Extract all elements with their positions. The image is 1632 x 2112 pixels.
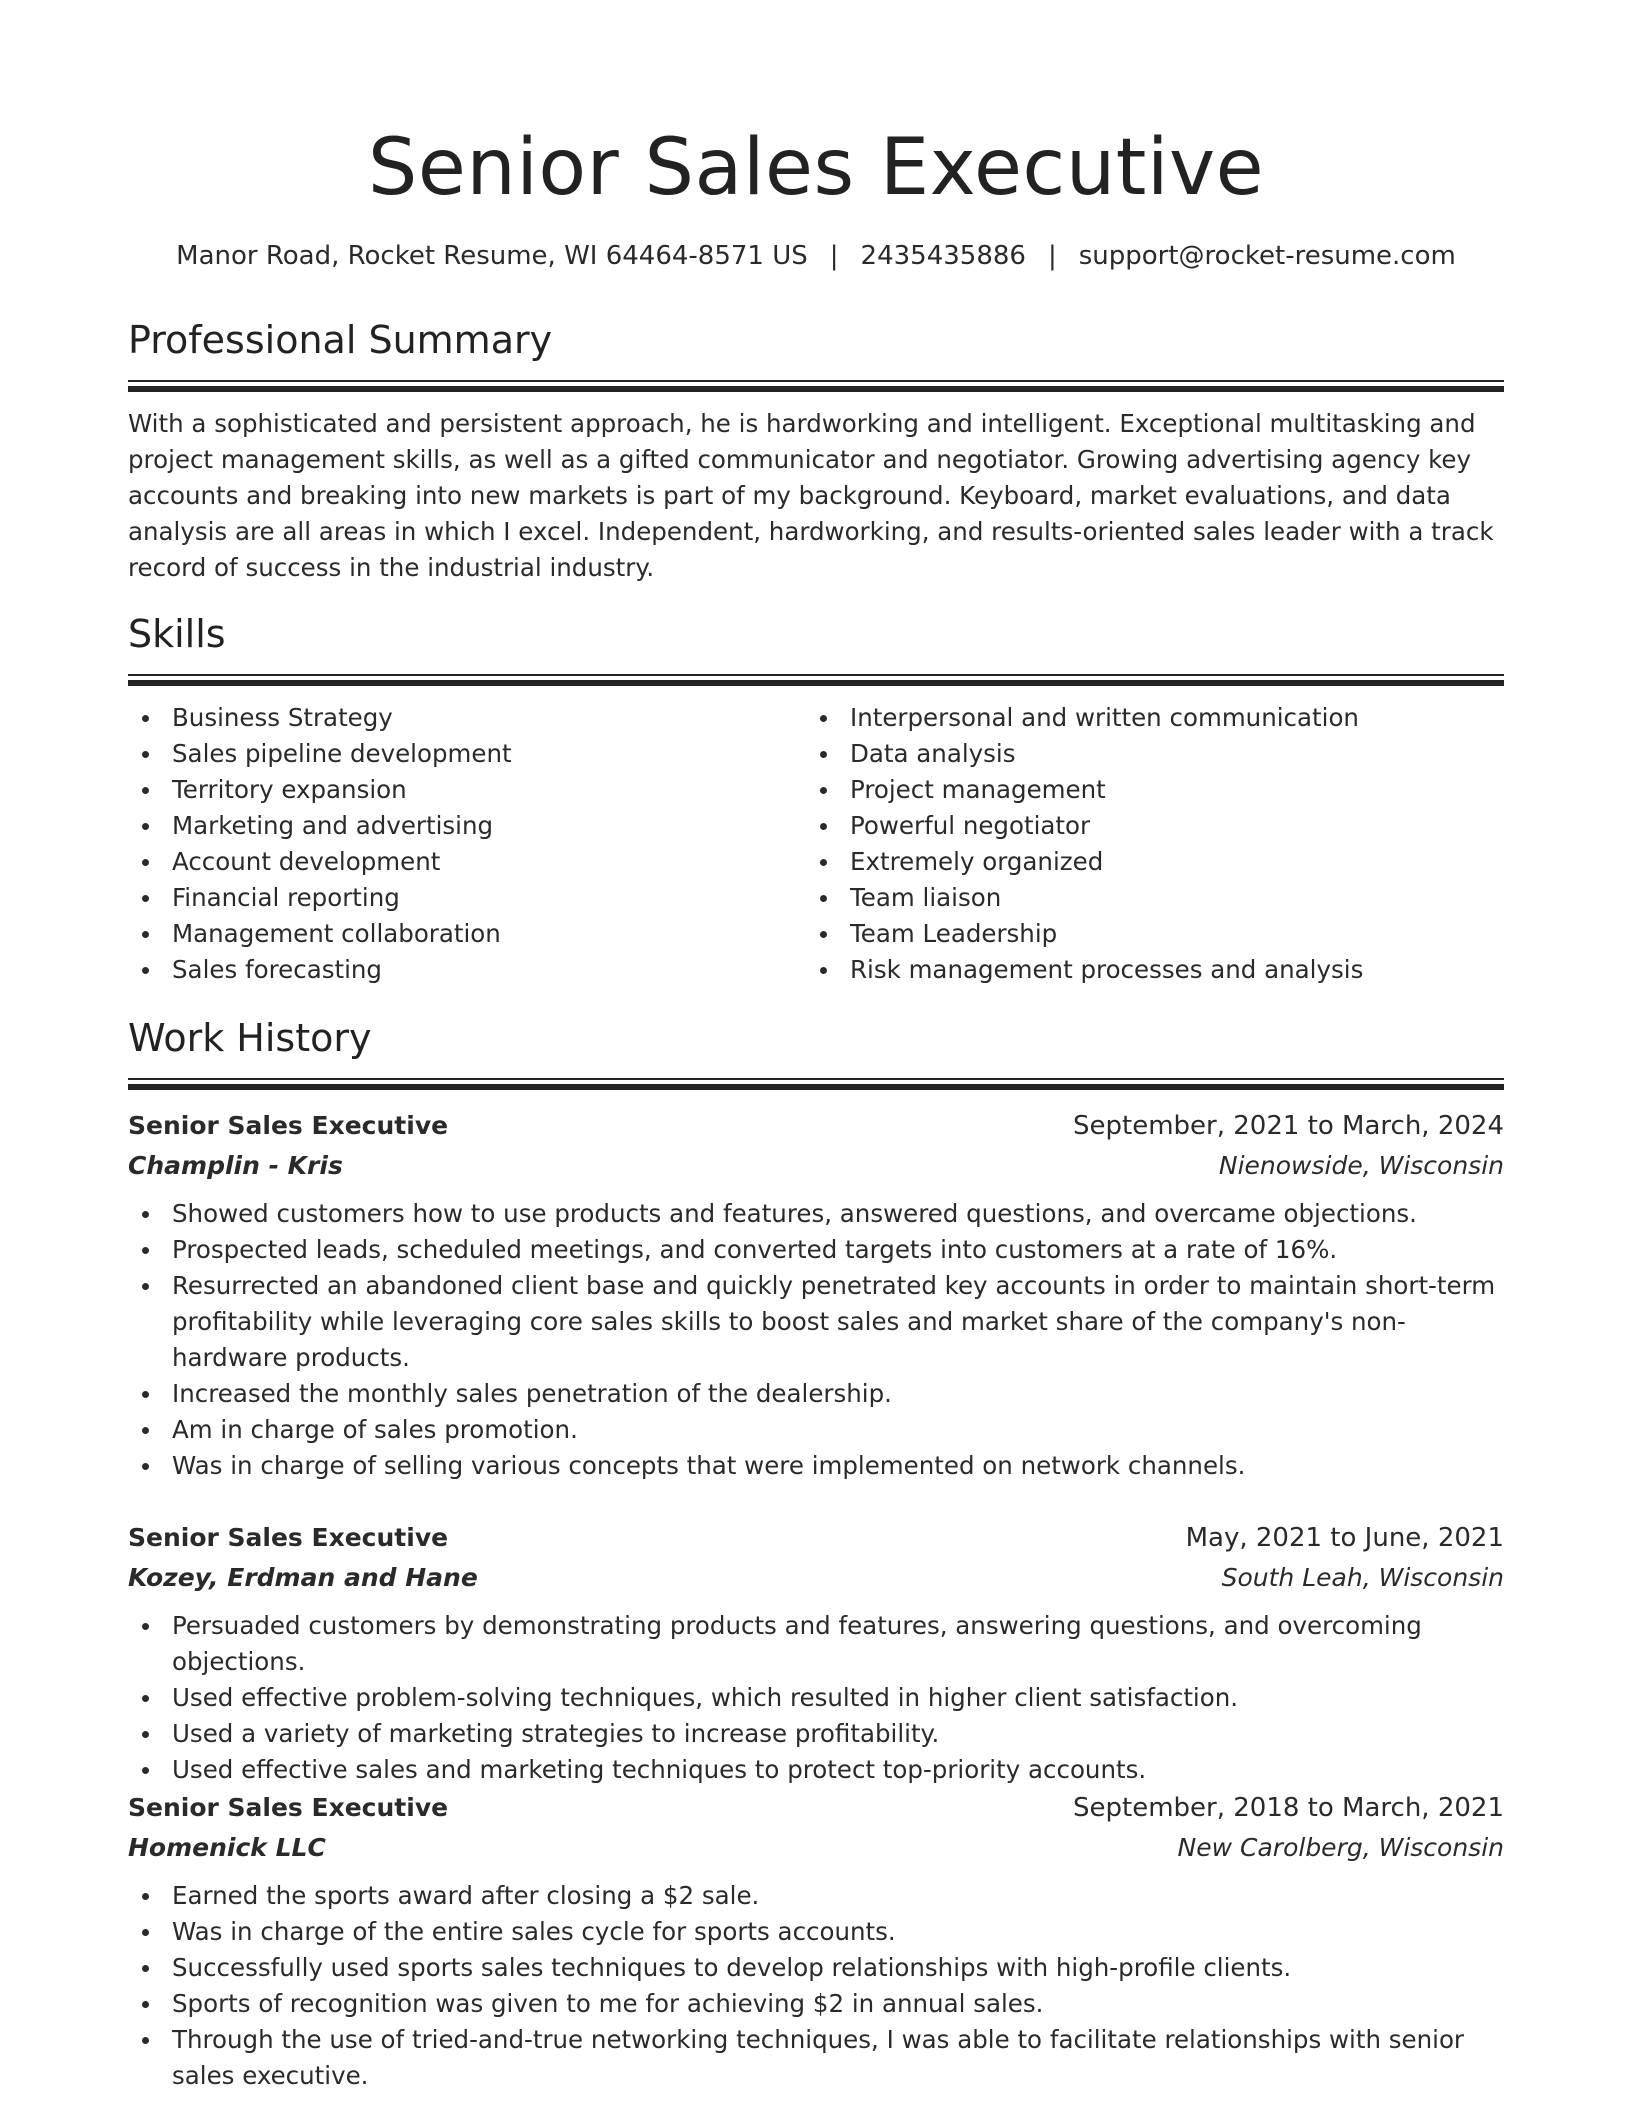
skill-item: Business Strategy [128,700,806,736]
section-divider [128,674,1504,686]
contact-separator: | [829,241,839,271]
job-bullet: Persuaded customers by demonstrating products and features, answering questions, and overcoming objections. [128,1608,1504,1680]
job-bullet: Was in charge of the entire sales cycle for sports accounts. [128,1914,1504,1950]
job-dates: May, 2021 to June, 2021 [1185,1523,1504,1553]
skills-section [128,608,1504,988]
job-bullet: Used effective sales and marketing techniques to protect top-priority accounts. [128,1752,1504,1788]
job-bullet: Used a variety of marketing strategies to increase profitability. [128,1716,1504,1752]
job-header-row [128,1788,1504,1828]
job-title: Senior Sales Executive [128,1793,449,1822]
skill-item: Sales forecasting [128,952,806,988]
job-entry [128,1106,1504,1484]
job-bullet: Am in charge of sales promotion. [128,1412,1504,1448]
skill-item: Financial reporting [128,880,806,916]
contact-email[interactable]: support@rocket-resume.com [1078,241,1456,271]
work-history-heading: Work History [128,1016,372,1060]
skill-item: Powerful negotiator [806,808,1484,844]
skills-grid [128,700,1504,988]
skill-item: Team liaison [806,880,1484,916]
summary-text: With a sophisticated and persistent approach, he is hardworking and intelligent. Exceptional multitasking and project management skills, as well as a gifted communicator and negotiator. Growing advertising agency key accounts and breaking into new markets is part of my background. Keyboard, market evaluations, and data analysis are all areas in which I excel. Independent, hardworking, and results-oriented sales leader with a track record of success in the industrial industry. [128,409,1494,582]
job-company: Homenick LLC [128,1833,326,1862]
skill-item: Interpersonal and written communication [806,700,1484,736]
summary-section [128,314,1504,586]
job-title: Senior Sales Executive [128,1523,449,1552]
job-location: Nienowside, Wisconsin [1218,1151,1504,1180]
work-history-section [128,1012,1504,1090]
skill-item: Team Leadership [806,916,1484,952]
job-bullet: Increased the monthly sales penetration of the dealership. [128,1376,1504,1412]
job-company-row [128,1558,1504,1598]
section-divider [128,380,1504,392]
job-header-row [128,1518,1504,1558]
job-dates: September, 2021 to March, 2024 [1073,1111,1504,1141]
job-bullet: Sports of recognition was given to me for achieving $2 in annual sales. [128,1986,1504,2022]
skills-column-left [128,700,806,988]
skill-item: Extremely organized [806,844,1484,880]
job-bullet: Was in charge of selling various concepts that were implemented on network channels. [128,1448,1504,1484]
job-dates: September, 2018 to March, 2021 [1073,1793,1504,1823]
job-bullets [128,1608,1504,1788]
section-divider [128,1078,1504,1090]
contact-phone: 2435435886 [860,241,1026,271]
job-bullet: Through the use of tried-and-true networking techniques, I was able to facilitate relationships with senior sales executive. [128,2022,1504,2094]
skill-item: Data analysis [806,736,1484,772]
job-bullets [128,1878,1504,2094]
job-company: Champlin - Kris [128,1151,343,1180]
job-location: New Carolberg, Wisconsin [1177,1833,1504,1862]
job-bullet: Resurrected an abandoned client base and quickly penetrated key accounts in order to maintain short-term profitability while leveraging core sales skills to boost sales and market share of the company's non-hardware products. [128,1268,1504,1376]
skill-item: Management collaboration [128,916,806,952]
job-bullet: Used effective problem-solving techniques, which resulted in higher client satisfaction. [128,1680,1504,1716]
skill-item: Sales pipeline development [128,736,806,772]
job-bullet: Earned the sports award after closing a $2 sale. [128,1878,1504,1914]
resume-name: Senior Sales Executive [367,123,1265,213]
job-bullet: Showed customers how to use products and features, answered questions, and overcame objections. [128,1196,1504,1232]
job-company-row [128,1146,1504,1186]
job-title: Senior Sales Executive [128,1111,449,1140]
skill-item: Account development [128,844,806,880]
job-company-row [128,1828,1504,1868]
job-entry [128,1788,1504,2094]
skill-item: Project management [806,772,1484,808]
contact-address: Manor Road, Rocket Resume, WI 64464-8571 US [176,241,808,271]
job-bullet: Prospected leads, scheduled meetings, and converted targets into customers at a rate of 16%. [128,1232,1504,1268]
job-entry [128,1518,1504,1788]
job-location: South Leah, Wisconsin [1221,1563,1504,1592]
skill-item: Marketing and advertising [128,808,806,844]
skill-item: Territory expansion [128,772,806,808]
job-bullet: Successfully used sports sales techniques to develop relationships with high-profile clients. [128,1950,1504,1986]
job-bullets [128,1196,1504,1484]
job-header-row [128,1106,1504,1146]
summary-heading: Professional Summary [128,318,553,362]
skills-column-right [806,700,1484,988]
skill-item: Risk management processes and analysis [806,952,1484,988]
job-company: Kozey, Erdman and Hane [128,1563,478,1592]
contact-line [128,236,1504,276]
skills-heading: Skills [128,612,226,656]
contact-separator: | [1047,241,1057,271]
